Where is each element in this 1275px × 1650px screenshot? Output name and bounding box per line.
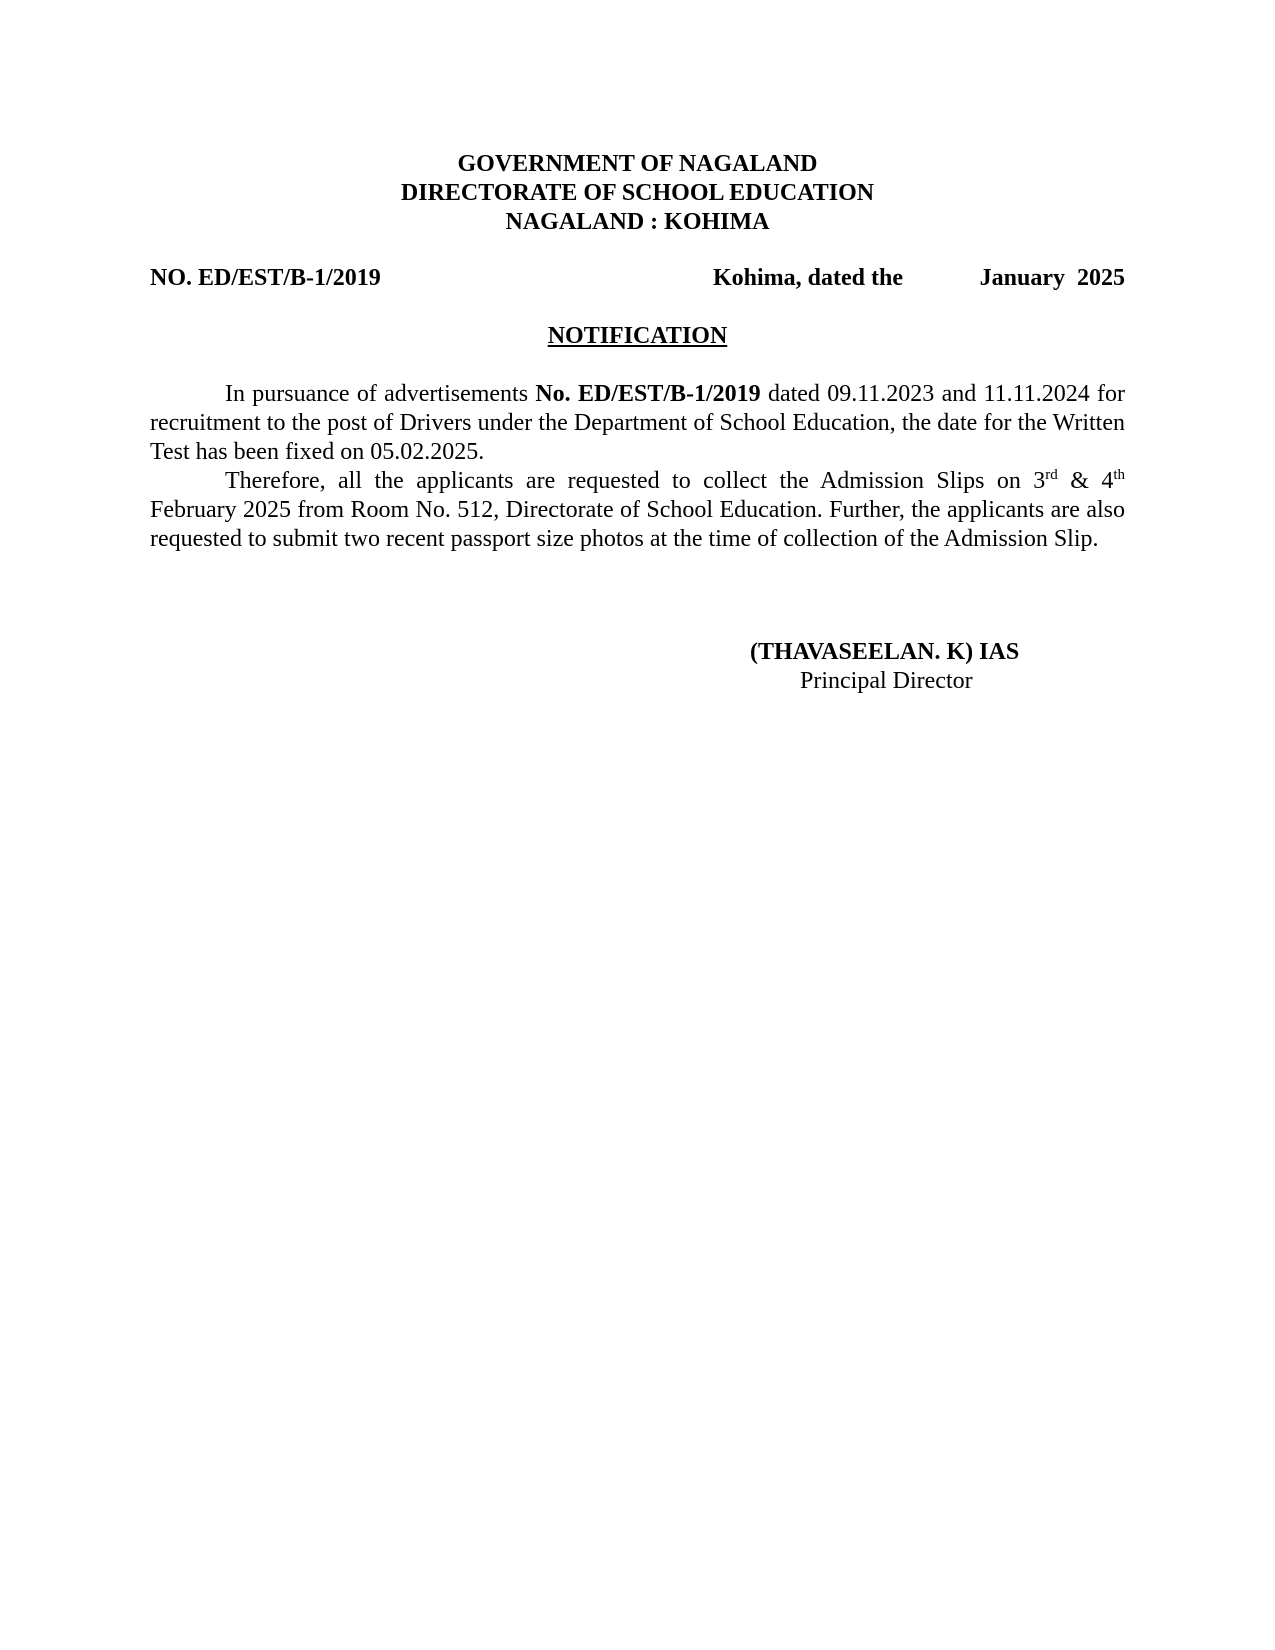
signatory-name: (THAVASEELAN. K) IAS (750, 639, 1020, 665)
paragraph1-intro: In pursuance of advertisements (225, 381, 536, 407)
ordinal-suffix-th: th (1113, 467, 1125, 483)
dated-label: Kohima, dated the (713, 265, 904, 291)
paragraph-admission-slips (150, 467, 1125, 554)
dated-value: January 2025 (979, 265, 1125, 291)
directorate-heading: DIRECTORATE OF SCHOOL EDUCATION (400, 180, 875, 206)
ordinal-suffix-rd: rd (1045, 467, 1058, 483)
notification-title: NOTIFICATION (547, 323, 728, 349)
reference-number: NO. ED/EST/B-1/2019 (150, 265, 381, 291)
notification-body (150, 380, 1125, 554)
advertisement-number: No. ED/EST/B-1/2019 (535, 381, 761, 407)
paragraph2-part2: & 4 (1057, 468, 1114, 494)
paragraph2-part3: February 2025 from Room No. 512, Directorate of School Education. Further, the applicants are also requested to submit two recent passport size photos at the time of collection of the Admission Slip. (150, 497, 1125, 552)
government-heading: GOVERNMENT OF NAGALAND (457, 151, 818, 177)
paragraph2-part1: Therefore, all the applicants are requested to collect the Admission Slips on 3 (225, 468, 1046, 494)
location-heading: NAGALAND : KOHIMA (505, 209, 770, 235)
paragraph1-rest: dated 09.11.2023 and 11.11.2024 for recruitment to the post of Drivers under the Department of School Education, the date for the Written Test has been fixed on 05.02.2025. (150, 381, 1125, 465)
signatory-designation: Principal Director (800, 668, 973, 694)
paragraph-advertisement (150, 380, 1125, 467)
